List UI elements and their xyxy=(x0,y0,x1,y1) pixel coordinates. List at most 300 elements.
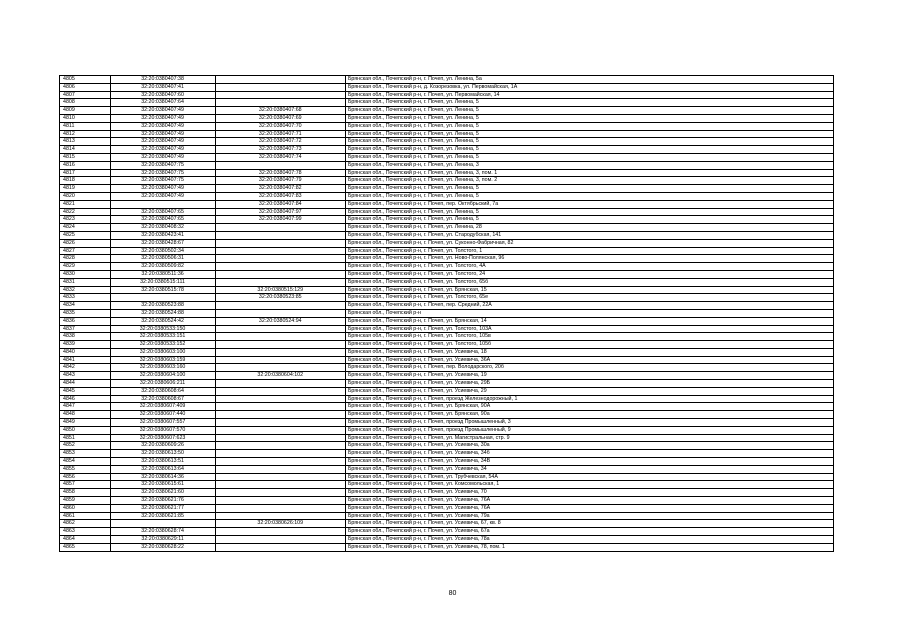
address-cell: Брянская обл., Почепский р-н, г. Почеп, пер. Октябрьский, 7а xyxy=(345,200,833,208)
table-row xyxy=(60,247,834,255)
table-row xyxy=(60,434,834,442)
address-cell: Брянская обл., Почепский р-н, г. Почеп, ул. Толстого, 1 xyxy=(345,247,833,255)
related-cadastral-number-cell xyxy=(215,76,345,84)
cadastral-number-cell: 32:20:0380533:151 xyxy=(110,333,215,341)
address-cell: Брянская обл., Почепский р-н, г. Почеп, ул. Усиевича, 78, пом. 1 xyxy=(345,543,833,551)
address-cell: Брянская обл., Почепский р-н, г. Почеп, ул. Ленина, 5 xyxy=(345,107,833,115)
table-row xyxy=(60,380,834,388)
related-cadastral-number-cell xyxy=(215,333,345,341)
cadastral-number-cell: 32:20:0380603:100 xyxy=(110,348,215,356)
related-cadastral-number-cell: 32:20:0380407:70 xyxy=(215,122,345,130)
record-number-cell: 4845 xyxy=(60,387,111,395)
record-number-cell: 4846 xyxy=(60,395,111,403)
table-row xyxy=(60,411,834,419)
address-cell: Брянская обл., Почепский р-н, г. Почеп, ул. Толстого, 105б xyxy=(345,341,833,349)
related-cadastral-number-cell xyxy=(215,434,345,442)
table-row xyxy=(60,481,834,489)
table-row xyxy=(60,333,834,341)
related-cadastral-number-cell: 32:20:0380407:68 xyxy=(215,107,345,115)
address-cell: Брянская обл., Почепский р-н, г. Почеп, ул. Толстого, 65е xyxy=(345,294,833,302)
record-number-cell: 4842 xyxy=(60,364,111,372)
related-cadastral-number-cell: 32:20:0380407:73 xyxy=(215,146,345,154)
cadastral-number-cell: 32:20:0380506:31 xyxy=(110,255,215,263)
record-number-cell: 4863 xyxy=(60,528,111,536)
related-cadastral-number-cell xyxy=(215,270,345,278)
table-row xyxy=(60,512,834,520)
address-cell: Брянская обл., Почепский р-н, г. Почеп, ул. Толстого, 103А xyxy=(345,325,833,333)
related-cadastral-number-cell xyxy=(215,161,345,169)
cadastral-number-cell: 32:20:0380607:440 xyxy=(110,411,215,419)
table-row xyxy=(60,76,834,84)
related-cadastral-number-cell xyxy=(215,83,345,91)
related-cadastral-number-cell: 32:20:0380604:102 xyxy=(215,372,345,380)
record-number-cell: 4840 xyxy=(60,348,111,356)
related-cadastral-number-cell xyxy=(215,395,345,403)
address-cell: Брянская обл., Почепский р-н, г. Почеп, ул. Усиевича, 29 xyxy=(345,387,833,395)
table-row xyxy=(60,543,834,551)
cadastral-number-cell: 32:20:0380407:75 xyxy=(110,169,215,177)
record-number-cell: 4830 xyxy=(60,270,111,278)
address-cell: Брянская обл., Почепский р-н, г. Почеп, ул. Брянская, 90а xyxy=(345,411,833,419)
cadastral-number-cell: 32:20:0380407:64 xyxy=(110,99,215,107)
cadastral-number-cell: 32:20:0380533:152 xyxy=(110,341,215,349)
related-cadastral-number-cell xyxy=(215,489,345,497)
cadastral-number-cell: 32:20:0380608:64 xyxy=(110,387,215,395)
cadastral-number-cell: 32:20:0380621:76 xyxy=(110,497,215,505)
record-number-cell: 4809 xyxy=(60,107,111,115)
table-row xyxy=(60,364,834,372)
table-row xyxy=(60,489,834,497)
address-cell: Брянская обл., Почепский р-н, г. Почеп, ул. Брянская, 14 xyxy=(345,317,833,325)
cadastral-number-cell: 32:20:0380407:65 xyxy=(110,216,215,224)
related-cadastral-number-cell xyxy=(215,231,345,239)
cadastral-number-cell: 32:20:0380613:51 xyxy=(110,458,215,466)
record-number-cell: 4852 xyxy=(60,442,111,450)
cadastral-number-cell xyxy=(110,520,215,528)
address-cell: Брянская обл., Почепский р-н, г. Почеп, ул. Ленина, 5 xyxy=(345,146,833,154)
cadastral-number-cell: 32:20:0380511:36 xyxy=(110,270,215,278)
cadastral-number-cell: 32:20:0380609:26 xyxy=(110,442,215,450)
table-row xyxy=(60,107,834,115)
cadastral-number-cell: 32:20:0380502:34 xyxy=(110,247,215,255)
record-number-cell: 4813 xyxy=(60,138,111,146)
related-cadastral-number-cell xyxy=(215,348,345,356)
cadastral-number-cell: 32:20:0380407:41 xyxy=(110,83,215,91)
cadastral-number-cell: 32:20:0380603:160 xyxy=(110,364,215,372)
cadastral-number-cell: 32:20:0380509:82 xyxy=(110,263,215,271)
address-cell: Брянская обл., Почепский р-н, г. Почеп, ул. Усиевича, 79а xyxy=(345,512,833,520)
table-row xyxy=(60,146,834,154)
table-row xyxy=(60,91,834,99)
related-cadastral-number-cell xyxy=(215,528,345,536)
related-cadastral-number-cell xyxy=(215,91,345,99)
address-cell: Брянская обл., Почепский р-н, г. Почеп, ул. Трубчевская, 54А xyxy=(345,473,833,481)
record-number-cell: 4817 xyxy=(60,169,111,177)
related-cadastral-number-cell xyxy=(215,387,345,395)
address-cell: Брянская обл., Почепский р-н, г. Почеп, ул. Ленина, 5 xyxy=(345,130,833,138)
address-cell: Брянская обл., Почепский р-н, г. Почеп, пер. Володарского, 20б xyxy=(345,364,833,372)
cadastral-number-cell: 32:20:0380407:75 xyxy=(110,161,215,169)
table-row xyxy=(60,177,834,185)
table-row xyxy=(60,169,834,177)
table-row xyxy=(60,114,834,122)
table-row xyxy=(60,497,834,505)
table-row xyxy=(60,465,834,473)
record-number-cell: 4860 xyxy=(60,504,111,512)
record-number-cell: 4810 xyxy=(60,114,111,122)
table-row xyxy=(60,200,834,208)
table-row xyxy=(60,138,834,146)
cadastral-number-cell: 32:20:0380515:78 xyxy=(110,286,215,294)
record-number-cell: 4865 xyxy=(60,543,111,551)
address-cell: Брянская обл., Почепский р-н, г. Почеп, ул. Ленина, 3 xyxy=(345,161,833,169)
address-cell: Брянская обл., Почепский р-н xyxy=(345,309,833,317)
address-cell: Брянская обл., Почепский р-н, г. Почеп, ул. Толстого, 65б xyxy=(345,278,833,286)
cadastral-number-cell: 32:20:0380533:150 xyxy=(110,325,215,333)
cadastral-number-cell: 32:20:0380607:570 xyxy=(110,426,215,434)
cadastral-number-cell: 32:20:0380407:49 xyxy=(110,107,215,115)
table-row xyxy=(60,528,834,536)
cadastral-number-cell: 32:20:0380423:41 xyxy=(110,231,215,239)
address-cell: Брянская обл., Почепский р-н, г. Почеп, ул. Ленина, 3, пом. 1 xyxy=(345,169,833,177)
record-number-cell: 4838 xyxy=(60,333,111,341)
cadastral-number-cell: 32:20:0380408:32 xyxy=(110,224,215,232)
cadastral-number-cell: 32:20:0380407:49 xyxy=(110,122,215,130)
address-cell: Брянская обл., Почепский р-н, г. Почеп, ул. Брянская, 15 xyxy=(345,286,833,294)
related-cadastral-number-cell xyxy=(215,419,345,427)
cadastral-number-cell: 32:20:0380621:77 xyxy=(110,504,215,512)
table-row xyxy=(60,458,834,466)
address-cell: Брянская обл., Почепский р-н, г. Почеп, ул. Ново-Полянская, 96 xyxy=(345,255,833,263)
record-number-cell: 4815 xyxy=(60,153,111,161)
cadastral-number-cell: 32:20:0380515:111 xyxy=(110,278,215,286)
record-number-cell: 4807 xyxy=(60,91,111,99)
cadastral-number-cell: 32:20:0380607:623 xyxy=(110,434,215,442)
record-number-cell: 4854 xyxy=(60,458,111,466)
address-cell: Брянская обл., Почепский р-н, г. Почеп, ул. Усиевича, 34 xyxy=(345,465,833,473)
record-number-cell: 4808 xyxy=(60,99,111,107)
record-number-cell: 4816 xyxy=(60,161,111,169)
related-cadastral-number-cell: 32:20:0380407:83 xyxy=(215,192,345,200)
cadastral-number-cell: 32:20:0380615:61 xyxy=(110,481,215,489)
table-row xyxy=(60,278,834,286)
table-row xyxy=(60,216,834,224)
related-cadastral-number-cell xyxy=(215,247,345,255)
table-row xyxy=(60,504,834,512)
address-cell: Брянская обл., Почепский р-н, г. Почеп, ул. Усиевича, 30а xyxy=(345,442,833,450)
related-cadastral-number-cell xyxy=(215,458,345,466)
address-cell: Брянская обл., Почепский р-н, г. Почеп, ул. Стародубская, 141 xyxy=(345,231,833,239)
related-cadastral-number-cell xyxy=(215,278,345,286)
address-cell: Брянская обл., Почепский р-н, г. Почеп, ул. Ленина, 5а xyxy=(345,76,833,84)
address-cell: Брянская обл., Почепский р-н, г. Почеп, ул. Ленина, 5 xyxy=(345,185,833,193)
cadastral-number-cell: 32:20:0380407:49 xyxy=(110,153,215,161)
record-number-cell: 4851 xyxy=(60,434,111,442)
address-cell: Брянская обл., Почепский р-н, г. Почеп, проезд Промышленный, 3 xyxy=(345,419,833,427)
record-number-cell: 4856 xyxy=(60,473,111,481)
related-cadastral-number-cell xyxy=(215,255,345,263)
table-row xyxy=(60,122,834,130)
table-row xyxy=(60,83,834,91)
related-cadastral-number-cell xyxy=(215,426,345,434)
table-row xyxy=(60,426,834,434)
registry-table-body xyxy=(60,76,834,552)
cadastral-number-cell: 32:20:0380524:42 xyxy=(110,317,215,325)
related-cadastral-number-cell: 32:20:0380407:69 xyxy=(215,114,345,122)
cadastral-number-cell: 32:20:0380523:88 xyxy=(110,302,215,310)
cadastral-number-cell: 32:20:0380607:409 xyxy=(110,403,215,411)
related-cadastral-number-cell xyxy=(215,543,345,551)
cadastral-number-cell xyxy=(110,200,215,208)
page-number: 80 xyxy=(448,590,457,597)
address-cell: Брянская обл., Почепский р-н, г. Почеп, ул. Суконно-Фабричная, 82 xyxy=(345,239,833,247)
related-cadastral-number-cell: 32:20:0380407:71 xyxy=(215,130,345,138)
table-row xyxy=(60,255,834,263)
record-number-cell: 4834 xyxy=(60,302,111,310)
related-cadastral-number-cell xyxy=(215,442,345,450)
record-number-cell: 4855 xyxy=(60,465,111,473)
table-row xyxy=(60,403,834,411)
address-cell: Брянская обл., Почепский р-н, г. Почеп, ул. Толстого, 4А xyxy=(345,263,833,271)
address-cell: Брянская обл., Почепский р-н, г. Почеп, ул. Первомайская, 14 xyxy=(345,91,833,99)
record-number-cell: 4812 xyxy=(60,130,111,138)
record-number-cell: 4814 xyxy=(60,146,111,154)
table-row xyxy=(60,270,834,278)
cadastral-number-cell: 32:20:0380428:67 xyxy=(110,239,215,247)
record-number-cell: 4819 xyxy=(60,185,111,193)
cadastral-number-cell: 32:20:0380407:38 xyxy=(110,76,215,84)
record-number-cell: 4811 xyxy=(60,122,111,130)
cadastral-number-cell: 32:20:0380614:36 xyxy=(110,473,215,481)
table-row xyxy=(60,419,834,427)
record-number-cell: 4835 xyxy=(60,309,111,317)
record-number-cell: 4828 xyxy=(60,255,111,263)
table-row xyxy=(60,325,834,333)
related-cadastral-number-cell: 32:20:0380524:94 xyxy=(215,317,345,325)
cadastral-number-cell: 32:20:0380407:60 xyxy=(110,91,215,99)
related-cadastral-number-cell xyxy=(215,380,345,388)
related-cadastral-number-cell: 32:20:0380407:84 xyxy=(215,200,345,208)
address-cell: Брянская обл., Почепский р-н, г. Почеп, ул. Усиевича, 70 xyxy=(345,489,833,497)
record-number-cell: 4821 xyxy=(60,200,111,208)
related-cadastral-number-cell: 32:20:0380407:72 xyxy=(215,138,345,146)
related-cadastral-number-cell xyxy=(215,302,345,310)
record-number-cell: 4805 xyxy=(60,76,111,84)
related-cadastral-number-cell xyxy=(215,356,345,364)
address-cell: Брянская обл., Почепский р-н, г. Почеп, ул. Ленина, 28 xyxy=(345,224,833,232)
cadastral-number-cell: 32:20:0380407:49 xyxy=(110,114,215,122)
address-cell: Брянская обл., Почепский р-н, г. Почеп, ул. Ленина, 5 xyxy=(345,153,833,161)
table-row xyxy=(60,442,834,450)
address-cell: Брянская обл., Почепский р-н, г. Почеп, ул. Толстого, 24 xyxy=(345,270,833,278)
cadastral-number-cell: 32:20:0380607:557 xyxy=(110,419,215,427)
cadastral-number-cell: 32:20:0380608:67 xyxy=(110,395,215,403)
address-cell: Брянская обл., Почепский р-н, г. Почеп, ул. Брянская, 90А xyxy=(345,403,833,411)
related-cadastral-number-cell xyxy=(215,341,345,349)
table-row xyxy=(60,130,834,138)
address-cell: Брянская обл., Почепский р-н, г. Почеп, ул. Усиевича, 67, кв. 8 xyxy=(345,520,833,528)
cadastral-number-cell: 32:20:0380613:50 xyxy=(110,450,215,458)
record-number-cell: 4857 xyxy=(60,481,111,489)
cadastral-number-cell: 32:20:0380524:88 xyxy=(110,309,215,317)
address-cell: Брянская обл., Почепский р-н, г. Почеп, ул. Комсомольская, 1 xyxy=(345,481,833,489)
related-cadastral-number-cell: 32:20:0380407:79 xyxy=(215,177,345,185)
table-row xyxy=(60,153,834,161)
table-row xyxy=(60,372,834,380)
record-number-cell: 4837 xyxy=(60,325,111,333)
record-number-cell: 4848 xyxy=(60,411,111,419)
related-cadastral-number-cell xyxy=(215,450,345,458)
related-cadastral-number-cell xyxy=(215,403,345,411)
cadastral-number-cell: 32:20:0380613:64 xyxy=(110,465,215,473)
record-number-cell: 4832 xyxy=(60,286,111,294)
table-row xyxy=(60,341,834,349)
address-cell: Брянская обл., Почепский р-н, г. Почеп, ул. Усиевича, 34б xyxy=(345,450,833,458)
address-cell: Брянская обл., Почепский р-н, г. Почеп, ул. Ленина, 5 xyxy=(345,122,833,130)
address-cell: Брянская обл., Почепский р-н, д. Козорезовка, ул. Первомайская, 1А xyxy=(345,83,833,91)
record-number-cell: 4858 xyxy=(60,489,111,497)
record-number-cell: 4843 xyxy=(60,372,111,380)
table-row xyxy=(60,286,834,294)
address-cell: Брянская обл., Почепский р-н, г. Почеп, ул. Ленина, 5 xyxy=(345,114,833,122)
address-cell: Брянская обл., Почепский р-н, г. Почеп, ул. Усиевича, 36А xyxy=(345,356,833,364)
record-number-cell: 4831 xyxy=(60,278,111,286)
related-cadastral-number-cell xyxy=(215,263,345,271)
related-cadastral-number-cell: 32:20:0380407:74 xyxy=(215,153,345,161)
record-number-cell: 4864 xyxy=(60,536,111,544)
record-number-cell: 4823 xyxy=(60,216,111,224)
table-row xyxy=(60,239,834,247)
table-row xyxy=(60,387,834,395)
related-cadastral-number-cell xyxy=(215,473,345,481)
address-cell: Брянская обл., Почепский р-н, г. Почеп, пер. Средний, 22А xyxy=(345,302,833,310)
table-row xyxy=(60,356,834,364)
table-row xyxy=(60,309,834,317)
table-row xyxy=(60,395,834,403)
table-row xyxy=(60,520,834,528)
table-row xyxy=(60,302,834,310)
related-cadastral-number-cell: 32:20:0380523:85 xyxy=(215,294,345,302)
record-number-cell: 4818 xyxy=(60,177,111,185)
address-cell: Брянская обл., Почепский р-н, г. Почеп, ул. Усиевича, 19 xyxy=(345,372,833,380)
record-number-cell: 4820 xyxy=(60,192,111,200)
table-row xyxy=(60,294,834,302)
address-cell: Брянская обл., Почепский р-н, г. Почеп, ул. Магистральная, стр. 9 xyxy=(345,434,833,442)
table-row xyxy=(60,208,834,216)
record-number-cell: 4850 xyxy=(60,426,111,434)
related-cadastral-number-cell xyxy=(215,239,345,247)
address-cell: Брянская обл., Почепский р-н, г. Почеп, ул. Ленина, 5 xyxy=(345,192,833,200)
table-row xyxy=(60,317,834,325)
cadastral-number-cell: 32:20:0380407:49 xyxy=(110,192,215,200)
cadastral-number-cell: 32:20:0380407:49 xyxy=(110,146,215,154)
cadastral-number-cell: 32:20:0380628:22 xyxy=(110,543,215,551)
cadastral-number-cell: 32:20:0380629:11 xyxy=(110,536,215,544)
record-number-cell: 4822 xyxy=(60,208,111,216)
record-number-cell: 4833 xyxy=(60,294,111,302)
record-number-cell: 4839 xyxy=(60,341,111,349)
cadastral-number-cell: 32:20:0380407:75 xyxy=(110,177,215,185)
table-row xyxy=(60,161,834,169)
related-cadastral-number-cell: 32:20:0380407:97 xyxy=(215,208,345,216)
address-cell: Брянская обл., Почепский р-н, г. Почеп, ул. Усиевича, 76А xyxy=(345,497,833,505)
record-number-cell: 4844 xyxy=(60,380,111,388)
related-cadastral-number-cell xyxy=(215,364,345,372)
address-cell: Брянская обл., Почепский р-н, г. Почеп, ул. Ленина, 5 xyxy=(345,138,833,146)
record-number-cell: 4827 xyxy=(60,247,111,255)
related-cadastral-number-cell xyxy=(215,512,345,520)
record-number-cell: 4847 xyxy=(60,403,111,411)
related-cadastral-number-cell xyxy=(215,325,345,333)
table-row xyxy=(60,185,834,193)
cadastral-number-cell: 32:20:0380621:60 xyxy=(110,489,215,497)
table-row xyxy=(60,348,834,356)
record-number-cell: 4862 xyxy=(60,520,111,528)
related-cadastral-number-cell xyxy=(215,224,345,232)
cadastral-number-cell: 32:20:0380407:49 xyxy=(110,185,215,193)
table-row xyxy=(60,263,834,271)
record-number-cell: 4849 xyxy=(60,419,111,427)
related-cadastral-number-cell: 32:20:0380515:129 xyxy=(215,286,345,294)
record-number-cell: 4841 xyxy=(60,356,111,364)
related-cadastral-number-cell xyxy=(215,497,345,505)
related-cadastral-number-cell xyxy=(215,504,345,512)
address-cell: Брянская обл., Почепский р-н, г. Почеп, ул. Усиевича, 76А xyxy=(345,504,833,512)
cadastral-number-cell: 32:20:0380621:85 xyxy=(110,512,215,520)
address-cell: Брянская обл., Почепский р-н, г. Почеп, ул. Усиевича, 34В xyxy=(345,458,833,466)
record-number-cell: 4825 xyxy=(60,231,111,239)
record-number-cell: 4829 xyxy=(60,263,111,271)
cadastral-number-cell: 32:20:0380407:49 xyxy=(110,138,215,146)
record-number-cell: 4853 xyxy=(60,450,111,458)
table-row xyxy=(60,192,834,200)
table-row xyxy=(60,473,834,481)
table-row xyxy=(60,224,834,232)
record-number-cell: 4806 xyxy=(60,83,111,91)
related-cadastral-number-cell xyxy=(215,465,345,473)
address-cell: Брянская обл., Почепский р-н, г. Почеп, ул. Ленина, 3, пом. 2 xyxy=(345,177,833,185)
cadastral-number-cell: 32:20:0380603:159 xyxy=(110,356,215,364)
related-cadastral-number-cell: 32:20:0380626:109 xyxy=(215,520,345,528)
cadastral-number-cell: 32:20:0380628:74 xyxy=(110,528,215,536)
address-cell: Брянская обл., Почепский р-н, г. Почеп, ул. Толстого, 105в xyxy=(345,333,833,341)
address-cell: Брянская обл., Почепский р-н, г. Почеп, ул. Усиевича, 78а xyxy=(345,536,833,544)
related-cadastral-number-cell xyxy=(215,481,345,489)
property-registry-table xyxy=(59,75,834,552)
cadastral-number-cell: 32:20:0380407:49 xyxy=(110,130,215,138)
record-number-cell: 4861 xyxy=(60,512,111,520)
address-cell: Брянская обл., Почепский р-н, г. Почеп, ул. Ленина, 5 xyxy=(345,99,833,107)
related-cadastral-number-cell: 32:20:0380407:82 xyxy=(215,185,345,193)
address-cell: Брянская обл., Почепский р-н, г. Почеп, проезд Промышленный, 9 xyxy=(345,426,833,434)
record-number-cell: 4824 xyxy=(60,224,111,232)
address-cell: Брянская обл., Почепский р-н, г. Почеп, ул. Усиевича, 18 xyxy=(345,348,833,356)
address-cell: Брянская обл., Почепский р-н, г. Почеп, ул. Усиевича, 67а xyxy=(345,528,833,536)
cadastral-number-cell: 32:20:0380606:211 xyxy=(110,380,215,388)
related-cadastral-number-cell: 32:20:0380407:78 xyxy=(215,169,345,177)
table-row xyxy=(60,99,834,107)
address-cell: Брянская обл., Почепский р-н, г. Почеп, ул. Ленина, 5 xyxy=(345,216,833,224)
record-number-cell: 4826 xyxy=(60,239,111,247)
table-row xyxy=(60,450,834,458)
cadastral-number-cell xyxy=(110,294,215,302)
address-cell: Брянская обл., Почепский р-н, г. Почеп, ул. Ленина, 5 xyxy=(345,208,833,216)
related-cadastral-number-cell xyxy=(215,411,345,419)
cadastral-number-cell: 32:20:0380604:100 xyxy=(110,372,215,380)
related-cadastral-number-cell xyxy=(215,99,345,107)
record-number-cell: 4836 xyxy=(60,317,111,325)
address-cell: Брянская обл., Почепский р-н, г. Почеп, ул. Усиевича, 29Б xyxy=(345,380,833,388)
